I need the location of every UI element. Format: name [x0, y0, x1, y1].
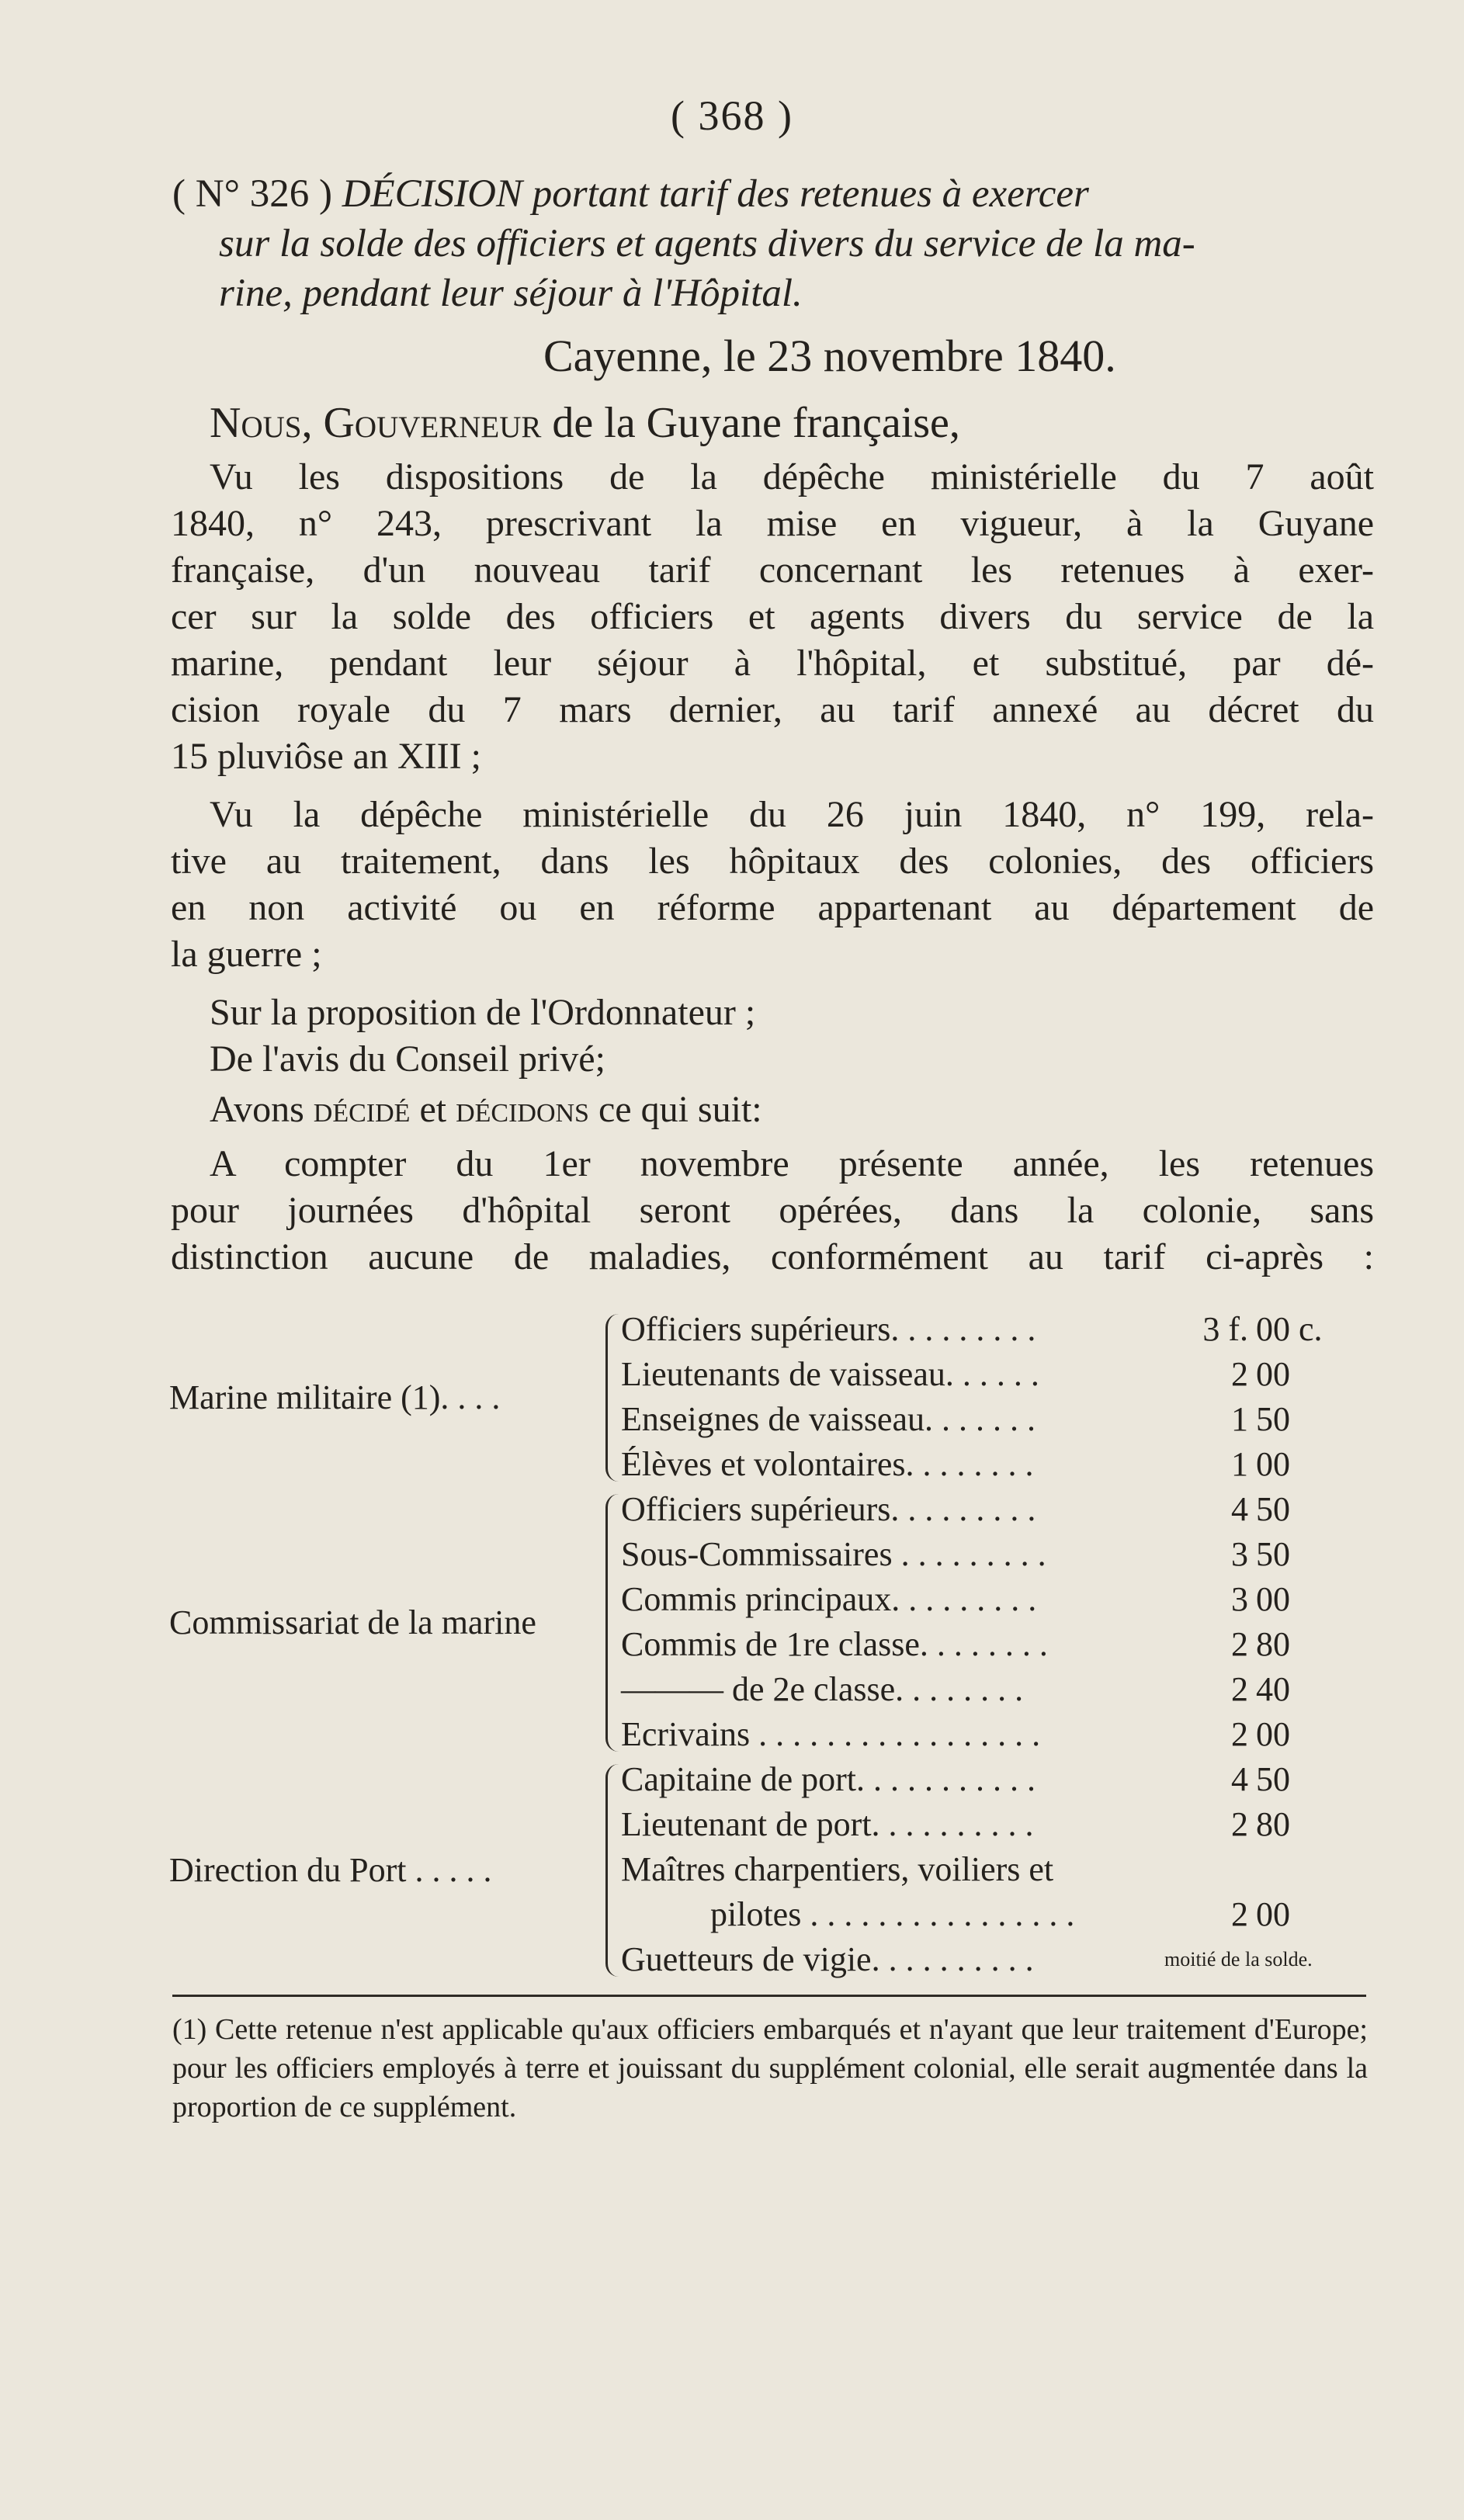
tariff-row-centimes: moitié de la solde. [1164, 1948, 1313, 1971]
tariff-row-francs: 1 [1231, 1400, 1248, 1438]
tariff-row-francs: 2 [1231, 1625, 1248, 1663]
tariff-row-centimes: 50 [1256, 1760, 1290, 1798]
avons-decidons: décidons [456, 1089, 589, 1130]
intro-gouverneur: Gouverneur [323, 399, 542, 447]
tariff-row-centimes: 50 [1256, 1535, 1290, 1573]
para-line: Vu les dispositions de la dépêche ministérielle du 7 août [210, 456, 1374, 497]
date-line: Cayenne, le 23 novembre 1840. [543, 331, 1116, 381]
tariff-row-name: Guetteurs de vigie. . . . . . . . . . [621, 1940, 1034, 1978]
tariff-row-centimes: 00 c. [1256, 1310, 1323, 1348]
header-title: DÉCISION portant tarif des retenues à exercer [342, 172, 1089, 216]
tariff-row-name: Lieutenants de vaisseau. . . . . . [621, 1355, 1039, 1393]
tariff-row-francs: 3 [1231, 1535, 1248, 1573]
tariff-row-centimes: 80 [1256, 1805, 1290, 1843]
tariff-row-francs: 2 [1231, 1670, 1248, 1708]
avons-rest: ce qui suit: [588, 1089, 762, 1130]
tariff-row-name: Commis de 1re classe. . . . . . . . [621, 1625, 1048, 1663]
tariff-row-name: Officiers supérieurs. . . . . . . . . [621, 1310, 1036, 1348]
tariff-row-name: Ecrivains . . . . . . . . . . . . . . . . . [621, 1715, 1041, 1753]
tariff-row-francs: 2 [1231, 1355, 1248, 1393]
tariff-group-label: Direction du Port . . . . . [169, 1851, 492, 1889]
header-line-3 [219, 269, 1383, 318]
tariff-group-label: Marine militaire (1). . . . [169, 1378, 501, 1416]
tariff-row-centimes: 80 [1256, 1625, 1290, 1663]
tariff-row-name: Commis principaux. . . . . . . . . [621, 1580, 1037, 1618]
avons-decide: décidé [313, 1089, 411, 1130]
tariff-row-name: Officiers supérieurs. . . . . . . . . [621, 1490, 1036, 1528]
para-line: cision royale du 7 mars dernier, au tarif annexé au décret du [171, 689, 1374, 730]
tariff-group-label: Commissariat de la marine [169, 1603, 536, 1641]
tariff-row-name: Enseignes de vaisseau. . . . . . . [621, 1400, 1036, 1438]
tariff-row-name: ——— de 2e classe. . . . . . . . [621, 1670, 1024, 1708]
decision-number: ( N° 326 ) [172, 172, 342, 216]
group-brace [605, 1314, 619, 1482]
tariff-row-name: Sous-Commissaires . . . . . . . . . [621, 1535, 1046, 1573]
header-line-2 [219, 219, 1383, 269]
tariff-row-centimes: 00 [1256, 1580, 1290, 1618]
para-line: cer sur la solde des officiers et agents divers du service de la [171, 596, 1374, 637]
tariff-row-francs: 3 [1231, 1580, 1248, 1618]
para-line: Sur la proposition de l'Ordonnateur ; [210, 992, 756, 1033]
tariff-row-centimes: 00 [1256, 1715, 1290, 1753]
decision-header [172, 169, 1383, 318]
tariff-row-centimes: 40 [1256, 1670, 1290, 1708]
para-line: 15 pluviôse an XIII ; [171, 736, 481, 777]
tariff-row-name: Élèves et volontaires. . . . . . . . [621, 1445, 1034, 1483]
intro-line: Nous, Gouverneur de la Guyane française, [210, 399, 960, 447]
avons-word: Avons [210, 1089, 314, 1130]
avons-et: et [410, 1089, 456, 1130]
tariff-row-francs: 1 [1231, 1445, 1248, 1483]
intro-rest: de la Guyane française, [541, 399, 960, 447]
tariff-row-francs: 2 [1231, 1805, 1248, 1843]
para-line: en non activité ou en réforme appartenant au département de [171, 887, 1374, 928]
footnote: (1) Cette retenue n'est applicable qu'aux officiers embarqués et n'ayant que leur traitement d'Europe; pour les officiers employés à terre et jouissant du supplément colonial, elle serait augmentée dans la proportion de ce supplément. [172, 2013, 1368, 2123]
tariff-row-name: Maîtres charpentiers, voiliers et [621, 1850, 1054, 1888]
tariff-row-centimes: 00 [1256, 1355, 1290, 1393]
tariff-row-centimes: 50 [1256, 1400, 1290, 1438]
tariff-row-francs: 3 f. [1202, 1310, 1248, 1348]
para-line: française, d'un nouveau tarif concernant les retenues à exer- [171, 549, 1374, 591]
para-line: la guerre ; [171, 934, 322, 975]
tariff-row-francs: 4 [1231, 1490, 1248, 1528]
para-line: marine, pendant leur séjour à l'hôpital, et substitué, par dé- [171, 643, 1374, 684]
para-line: tive au traitement, dans les hôpitaux des colonies, des officiers [171, 841, 1374, 882]
tariff-row-francs: 2 [1231, 1715, 1248, 1753]
avons-line [210, 1087, 762, 1133]
para-line: De l'avis du Conseil privé; [210, 1038, 605, 1080]
compter-line: distinction aucune de maladies, conformément au tarif ci-après : [171, 1236, 1374, 1277]
compter-line: pour journées d'hôpital seront opérées, dans la colonie, sans [171, 1190, 1374, 1231]
header-line-1 [172, 169, 1383, 219]
tariff-row-francs: 4 [1231, 1760, 1248, 1798]
tariff-row-centimes: 50 [1256, 1490, 1290, 1528]
tariff-row-name: pilotes . . . . . . . . . . . . . . . . [710, 1895, 1075, 1933]
header-line-2-text: sur la solde des officiers et agents divers du service de la ma- [219, 222, 1195, 265]
tariff-row-name: Lieutenant de port. . . . . . . . . . [621, 1805, 1034, 1843]
tariff-row-francs: 2 [1231, 1895, 1248, 1933]
para-line: 1840, n° 243, prescrivant la mise en vigueur, à la Guyane [171, 503, 1374, 544]
para-line: Vu la dépêche ministérielle du 26 juin 1840, n° 199, rela- [210, 794, 1374, 835]
tariff-row-centimes: 00 [1256, 1445, 1290, 1483]
tariff-row-centimes: 00 [1256, 1895, 1290, 1933]
group-brace [605, 1494, 619, 1752]
footnote-rule [172, 1995, 1366, 1997]
compter-line: A compter du 1er novembre présente année, les retenues [210, 1143, 1374, 1184]
intro-nous: Nous [210, 399, 302, 447]
tariff-row-name: Capitaine de port. . . . . . . . . . . [621, 1760, 1036, 1798]
group-brace [605, 1764, 619, 1977]
header-line-3-text: rine, pendant leur séjour à l'Hôpital. [219, 272, 803, 315]
page-number: ( 368 ) [671, 92, 793, 139]
